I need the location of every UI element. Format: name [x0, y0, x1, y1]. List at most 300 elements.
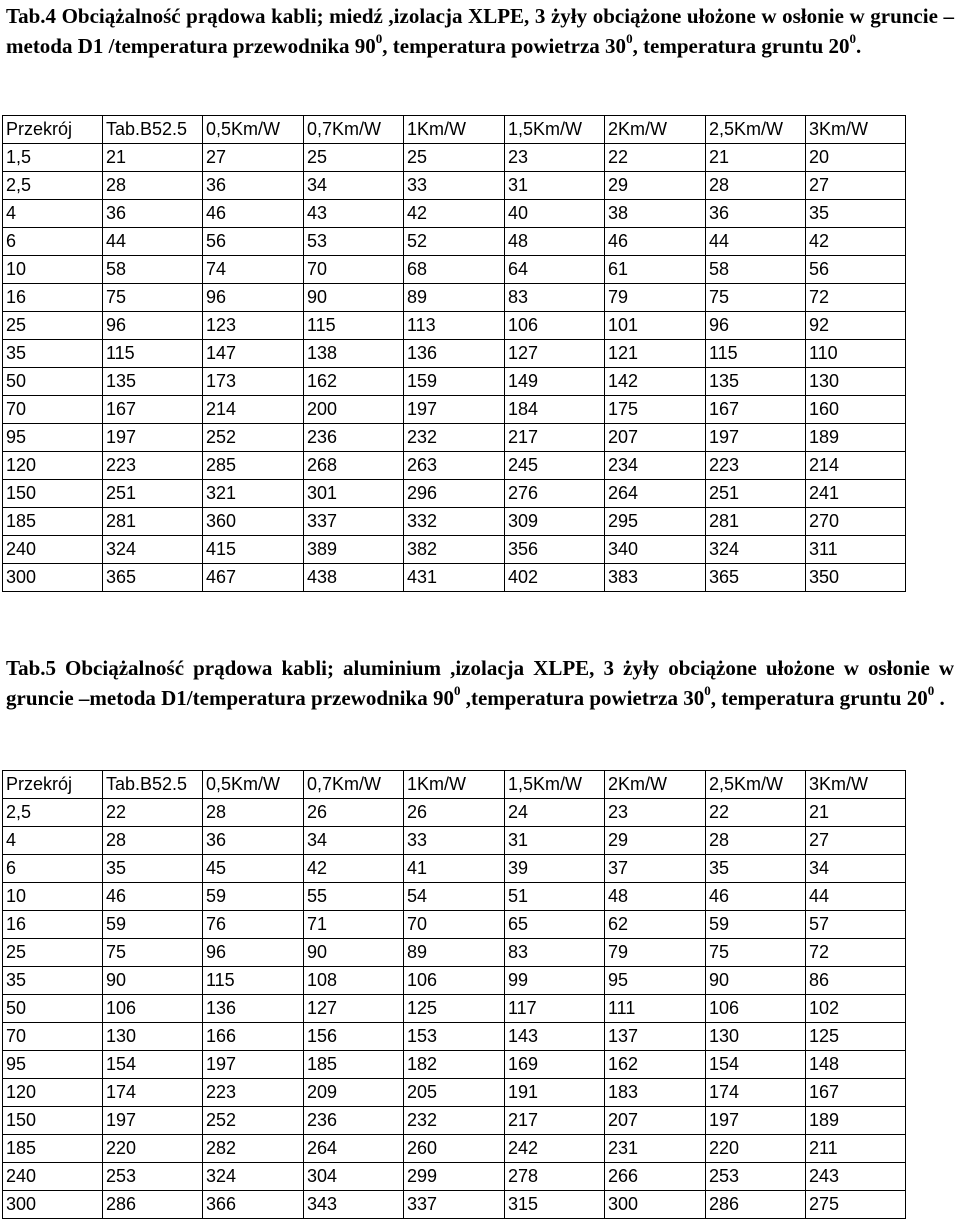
table-cell: 2,5 — [3, 172, 103, 200]
table-cell: 42 — [404, 200, 505, 228]
table-cell: 263 — [404, 452, 505, 480]
table-cell: 96 — [706, 312, 806, 340]
table-cell: 44 — [706, 228, 806, 256]
table-cell: 28 — [706, 827, 806, 855]
table-cell: 72 — [806, 284, 906, 312]
table-cell: 29 — [605, 827, 706, 855]
table-cell: 2,5 — [3, 799, 103, 827]
table-cell: 95 — [3, 1051, 103, 1079]
column-header: 2Km/W — [605, 116, 706, 144]
table-cell: 79 — [605, 284, 706, 312]
table-row — [3, 172, 906, 200]
column-header: 1Km/W — [404, 771, 505, 799]
table-row — [3, 536, 906, 564]
degree-superscript: 0 — [704, 683, 711, 698]
table-cell: 223 — [103, 452, 203, 480]
table-cell: 115 — [203, 967, 304, 995]
table-cell: 58 — [706, 256, 806, 284]
table-cell: 36 — [103, 200, 203, 228]
table-cell: 70 — [404, 911, 505, 939]
table-cell: 26 — [304, 799, 404, 827]
table-cell: 431 — [404, 564, 505, 592]
table-cell: 35 — [806, 200, 906, 228]
table-row — [3, 1163, 906, 1191]
table-cell: 29 — [605, 172, 706, 200]
table-cell: 25 — [3, 939, 103, 967]
table-cell: 264 — [605, 480, 706, 508]
table-row — [3, 939, 906, 967]
table-cell: 115 — [706, 340, 806, 368]
table-cell: 183 — [605, 1079, 706, 1107]
table-cell: 101 — [605, 312, 706, 340]
table-row — [3, 368, 906, 396]
table-cell: 70 — [3, 1023, 103, 1051]
table-cell: 366 — [203, 1191, 304, 1219]
table-row — [3, 827, 906, 855]
degree-superscript: 0 — [453, 683, 461, 698]
table-cell: 175 — [605, 396, 706, 424]
caption-part: , temperatura gruntu 20 — [710, 686, 928, 710]
table-cell: 56 — [203, 228, 304, 256]
table-cell: 234 — [605, 452, 706, 480]
table-cell: 260 — [404, 1135, 505, 1163]
table-cell: 300 — [3, 564, 103, 592]
table4-caption-text — [6, 4, 954, 58]
table-cell: 200 — [304, 396, 404, 424]
table-cell: 232 — [404, 424, 505, 452]
table-cell: 253 — [706, 1163, 806, 1191]
table-cell: 127 — [304, 995, 404, 1023]
table-cell: 44 — [103, 228, 203, 256]
table-cell: 111 — [605, 995, 706, 1023]
table-cell: 115 — [103, 340, 203, 368]
table-cell: 10 — [3, 256, 103, 284]
table-cell: 438 — [304, 564, 404, 592]
table-cell: 236 — [304, 1107, 404, 1135]
table-cell: 23 — [505, 144, 605, 172]
table-cell: 115 — [304, 312, 404, 340]
table-cell: 110 — [806, 340, 906, 368]
column-header: 0,7Km/W — [304, 771, 404, 799]
table-cell: 36 — [706, 200, 806, 228]
table-row — [3, 256, 906, 284]
table-cell: 21 — [806, 799, 906, 827]
table-cell: 240 — [3, 536, 103, 564]
caption-part: , temperatura powietrza 30 — [382, 34, 627, 58]
table-cell: 160 — [806, 396, 906, 424]
table-cell: 166 — [203, 1023, 304, 1051]
table-row — [3, 1107, 906, 1135]
table-cell: 75 — [103, 939, 203, 967]
table-cell: 33 — [404, 827, 505, 855]
table-cell: 25 — [404, 144, 505, 172]
table-cell: 185 — [3, 508, 103, 536]
table-cell: 217 — [505, 424, 605, 452]
table-row — [3, 995, 906, 1023]
table-cell: 58 — [103, 256, 203, 284]
table-cell: 264 — [304, 1135, 404, 1163]
table-cell: 70 — [3, 396, 103, 424]
caption-part: Tab.5 Obciążalność prądowa kabli; aluminium ,izolacja XLPE, 3 żyły obciążone ułożone w osłonie w gruncie –metoda D1/temperatura przewodnika 90 — [6, 656, 954, 710]
table-row — [3, 911, 906, 939]
table-cell: 46 — [706, 883, 806, 911]
table-cell: 135 — [103, 368, 203, 396]
table-cell: 75 — [706, 284, 806, 312]
table-cell: 142 — [605, 368, 706, 396]
table-cell: 276 — [505, 480, 605, 508]
table-cell: 22 — [103, 799, 203, 827]
table-cell: 90 — [304, 939, 404, 967]
table-cell: 365 — [103, 564, 203, 592]
table-cell: 309 — [505, 508, 605, 536]
table-cell: 121 — [605, 340, 706, 368]
table-cell: 90 — [706, 967, 806, 995]
table-cell: 56 — [806, 256, 906, 284]
table-cell: 232 — [404, 1107, 505, 1135]
table-cell: 167 — [103, 396, 203, 424]
table-cell: 197 — [103, 1107, 203, 1135]
table-cell: 173 — [203, 368, 304, 396]
table-cell: 156 — [304, 1023, 404, 1051]
table-cell: 28 — [103, 172, 203, 200]
table-cell: 278 — [505, 1163, 605, 1191]
table-cell: 130 — [706, 1023, 806, 1051]
table-cell: 25 — [3, 312, 103, 340]
table-cell: 304 — [304, 1163, 404, 1191]
table-cell: 50 — [3, 995, 103, 1023]
table-cell: 28 — [103, 827, 203, 855]
table-row — [3, 312, 906, 340]
table-cell: 343 — [304, 1191, 404, 1219]
table-cell: 44 — [806, 883, 906, 911]
table-cell: 197 — [103, 424, 203, 452]
table-cell: 402 — [505, 564, 605, 592]
column-header: Tab.B52.5 — [103, 771, 203, 799]
table-cell: 389 — [304, 536, 404, 564]
column-header: 0,5Km/W — [203, 771, 304, 799]
table-cell: 154 — [103, 1051, 203, 1079]
column-header: 1,5Km/W — [505, 116, 605, 144]
column-header: 1,5Km/W — [505, 771, 605, 799]
table-cell: 150 — [3, 480, 103, 508]
table-cell: 52 — [404, 228, 505, 256]
table-cell: 4 — [3, 827, 103, 855]
table-cell: 48 — [505, 228, 605, 256]
table-row — [3, 967, 906, 995]
table-cell: 96 — [203, 284, 304, 312]
table-cell: 96 — [203, 939, 304, 967]
table-cell: 26 — [404, 799, 505, 827]
table-cell: 241 — [806, 480, 906, 508]
table-cell: 120 — [3, 1079, 103, 1107]
table-cell: 50 — [3, 368, 103, 396]
table-cell: 356 — [505, 536, 605, 564]
table-row — [3, 424, 906, 452]
table-cell: 6 — [3, 855, 103, 883]
table-cell: 65 — [505, 911, 605, 939]
table-cell: 106 — [706, 995, 806, 1023]
table5-caption-text — [6, 656, 954, 710]
table-cell: 108 — [304, 967, 404, 995]
table-cell: 162 — [605, 1051, 706, 1079]
table-cell: 281 — [706, 508, 806, 536]
table-cell: 350 — [806, 564, 906, 592]
table-cell: 301 — [304, 480, 404, 508]
table-cell: 137 — [605, 1023, 706, 1051]
table-row — [3, 340, 906, 368]
table-cell: 123 — [203, 312, 304, 340]
table-cell: 35 — [3, 967, 103, 995]
table-cell: 25 — [304, 144, 404, 172]
table-cell: 136 — [404, 340, 505, 368]
table-cell: 324 — [103, 536, 203, 564]
table-cell: 27 — [203, 144, 304, 172]
table-cell: 360 — [203, 508, 304, 536]
table-cell: 324 — [706, 536, 806, 564]
caption-part: , temperatura gruntu 20 — [632, 34, 850, 58]
table-cell: 337 — [304, 508, 404, 536]
table-cell: 36 — [203, 827, 304, 855]
table-cell: 46 — [203, 200, 304, 228]
table-cell: 197 — [404, 396, 505, 424]
table-cell: 16 — [3, 284, 103, 312]
table-row — [3, 1051, 906, 1079]
table-row — [3, 1191, 906, 1219]
table-cell: 55 — [304, 883, 404, 911]
table-cell: 57 — [806, 911, 906, 939]
table-cell: 34 — [304, 827, 404, 855]
table-cell: 59 — [203, 883, 304, 911]
table-row — [3, 284, 906, 312]
table-cell: 207 — [605, 1107, 706, 1135]
table-cell: 135 — [706, 368, 806, 396]
column-header: 2,5Km/W — [706, 116, 806, 144]
table-cell: 75 — [706, 939, 806, 967]
column-header: 3Km/W — [806, 116, 906, 144]
table-cell: 23 — [605, 799, 706, 827]
table-cell: 245 — [505, 452, 605, 480]
table-cell: 252 — [203, 1107, 304, 1135]
table-cell: 21 — [103, 144, 203, 172]
column-header: 0,7Km/W — [304, 116, 404, 144]
table-cell: 117 — [505, 995, 605, 1023]
table-cell: 106 — [505, 312, 605, 340]
table-row — [3, 564, 906, 592]
table-cell: 223 — [203, 1079, 304, 1107]
table-cell: 99 — [505, 967, 605, 995]
table-cell: 467 — [203, 564, 304, 592]
table-cell: 46 — [103, 883, 203, 911]
table-cell: 281 — [103, 508, 203, 536]
table-cell: 197 — [706, 1107, 806, 1135]
table-cell: 197 — [203, 1051, 304, 1079]
table-cell: 59 — [103, 911, 203, 939]
table-cell: 143 — [505, 1023, 605, 1051]
table-row — [3, 1023, 906, 1051]
table-cell: 35 — [103, 855, 203, 883]
table-cell: 324 — [203, 1163, 304, 1191]
table-row — [3, 396, 906, 424]
table-cell: 275 — [806, 1191, 906, 1219]
table-cell: 42 — [806, 228, 906, 256]
table-cell: 27 — [806, 172, 906, 200]
table-cell: 148 — [806, 1051, 906, 1079]
table-row — [3, 855, 906, 883]
column-header: 3Km/W — [806, 771, 906, 799]
table-cell: 251 — [103, 480, 203, 508]
table-cell: 150 — [3, 1107, 103, 1135]
table-cell: 106 — [404, 967, 505, 995]
table-cell: 20 — [806, 144, 906, 172]
table-cell: 251 — [706, 480, 806, 508]
table-cell: 214 — [203, 396, 304, 424]
table-cell: 242 — [505, 1135, 605, 1163]
column-header: 0,5Km/W — [203, 116, 304, 144]
column-header: Tab.B52.5 — [103, 116, 203, 144]
degree-superscript: 0 — [375, 31, 383, 46]
table-cell: 89 — [404, 284, 505, 312]
table-row — [3, 480, 906, 508]
table-cell: 46 — [605, 228, 706, 256]
table-cell: 321 — [203, 480, 304, 508]
table-cell: 167 — [806, 1079, 906, 1107]
table-header-row — [3, 116, 906, 144]
table-cell: 90 — [304, 284, 404, 312]
table-cell: 182 — [404, 1051, 505, 1079]
table-cell: 205 — [404, 1079, 505, 1107]
table-cell: 149 — [505, 368, 605, 396]
table-cell: 43 — [304, 200, 404, 228]
table-cell: 75 — [103, 284, 203, 312]
table-cell: 382 — [404, 536, 505, 564]
table-cell: 34 — [304, 172, 404, 200]
table-cell: 36 — [203, 172, 304, 200]
column-header: 2Km/W — [605, 771, 706, 799]
table-row — [3, 200, 906, 228]
table-cell: 51 — [505, 883, 605, 911]
table-cell: 153 — [404, 1023, 505, 1051]
table5-aluminium — [2, 770, 906, 1219]
table-row — [3, 508, 906, 536]
caption-part: . — [856, 34, 862, 58]
table-cell: 22 — [605, 144, 706, 172]
caption-part: Tab.4 Obciążalność prądowa kabli; miedź ,izolacja XLPE, 3 żyły obciążone ułożone w osłonie w gruncie –metoda D1 /temperatura przewodnika 90 — [6, 4, 954, 58]
table-cell: 295 — [605, 508, 706, 536]
table-cell: 240 — [3, 1163, 103, 1191]
table-cell: 211 — [806, 1135, 906, 1163]
table-cell: 311 — [806, 536, 906, 564]
table-cell: 286 — [103, 1191, 203, 1219]
table-cell: 62 — [605, 911, 706, 939]
table-cell: 41 — [404, 855, 505, 883]
table-cell: 95 — [3, 424, 103, 452]
table-cell: 154 — [706, 1051, 806, 1079]
table-cell: 185 — [3, 1135, 103, 1163]
table-cell: 169 — [505, 1051, 605, 1079]
table-cell: 38 — [605, 200, 706, 228]
table-cell: 40 — [505, 200, 605, 228]
table-cell: 162 — [304, 368, 404, 396]
table-cell: 332 — [404, 508, 505, 536]
table-row — [3, 883, 906, 911]
table-cell: 28 — [706, 172, 806, 200]
table-cell: 207 — [605, 424, 706, 452]
table-cell: 296 — [404, 480, 505, 508]
table-cell: 138 — [304, 340, 404, 368]
table-cell: 185 — [304, 1051, 404, 1079]
table-cell: 415 — [203, 536, 304, 564]
table-cell: 76 — [203, 911, 304, 939]
table-cell: 106 — [103, 995, 203, 1023]
degree-superscript: 0 — [626, 31, 633, 46]
table-cell: 42 — [304, 855, 404, 883]
table-cell: 83 — [505, 939, 605, 967]
table-row — [3, 144, 906, 172]
table-cell: 92 — [806, 312, 906, 340]
table-cell: 59 — [706, 911, 806, 939]
table-cell: 61 — [605, 256, 706, 284]
table-cell: 340 — [605, 536, 706, 564]
table-cell: 54 — [404, 883, 505, 911]
table-cell: 300 — [3, 1191, 103, 1219]
table-cell: 74 — [203, 256, 304, 284]
table-cell: 96 — [103, 312, 203, 340]
table-cell: 6 — [3, 228, 103, 256]
table-cell: 136 — [203, 995, 304, 1023]
table-cell: 125 — [806, 1023, 906, 1051]
table-cell: 48 — [605, 883, 706, 911]
table-cell: 130 — [103, 1023, 203, 1051]
table-cell: 243 — [806, 1163, 906, 1191]
degree-superscript: 0 — [927, 683, 935, 698]
table-header-row — [3, 771, 906, 799]
table-cell: 159 — [404, 368, 505, 396]
table-cell: 89 — [404, 939, 505, 967]
table-cell: 102 — [806, 995, 906, 1023]
table-cell: 236 — [304, 424, 404, 452]
table-cell: 16 — [3, 911, 103, 939]
table-row — [3, 799, 906, 827]
table-cell: 268 — [304, 452, 404, 480]
table-cell: 86 — [806, 967, 906, 995]
table-cell: 34 — [806, 855, 906, 883]
table-cell: 252 — [203, 424, 304, 452]
table-cell: 299 — [404, 1163, 505, 1191]
table-cell: 220 — [103, 1135, 203, 1163]
table-cell: 337 — [404, 1191, 505, 1219]
table-cell: 209 — [304, 1079, 404, 1107]
table-cell: 120 — [3, 452, 103, 480]
table-cell: 28 — [203, 799, 304, 827]
caption-part: . — [934, 686, 945, 710]
degree-superscript: 0 — [849, 31, 857, 46]
table-cell: 83 — [505, 284, 605, 312]
table-cell: 72 — [806, 939, 906, 967]
table-cell: 197 — [706, 424, 806, 452]
table5-caption — [6, 653, 954, 713]
table-cell: 220 — [706, 1135, 806, 1163]
table-row — [3, 1079, 906, 1107]
caption-part: ,temperatura powietrza 30 — [460, 686, 705, 710]
table-cell: 27 — [806, 827, 906, 855]
table-cell: 147 — [203, 340, 304, 368]
table-cell: 31 — [505, 172, 605, 200]
table-cell: 266 — [605, 1163, 706, 1191]
table-cell: 285 — [203, 452, 304, 480]
column-header: 2,5Km/W — [706, 771, 806, 799]
table-cell: 365 — [706, 564, 806, 592]
table-cell: 214 — [806, 452, 906, 480]
